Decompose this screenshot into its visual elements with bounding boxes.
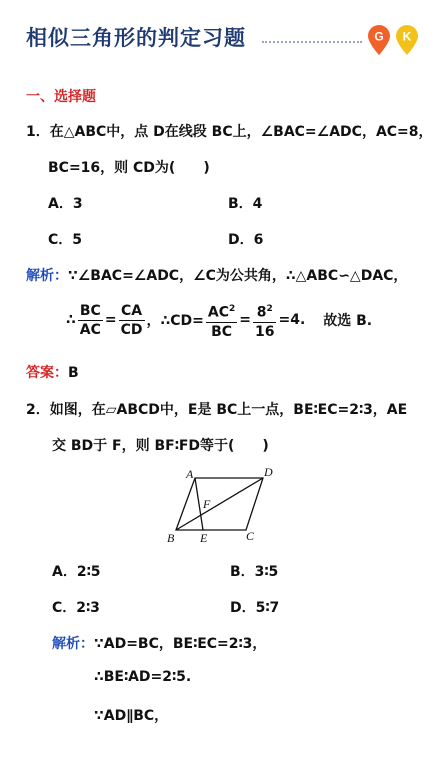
fraction-ca-cd-denominator: CD: [120, 321, 143, 338]
fraction-ca-cd: [119, 302, 145, 339]
badge-k-icon: [394, 24, 420, 56]
fraction-82-16: [253, 300, 276, 341]
q1-answer-label: 答案：: [26, 365, 68, 381]
q2-line2: 交 BD于 F，则 BF∶FD等于( ): [52, 438, 269, 454]
page-title: 相似三角形的判定习题: [26, 26, 246, 50]
q1-answer-value: B: [68, 365, 79, 381]
vertex-label-c: C: [246, 529, 255, 543]
q1-analysis-text: ∵∠BAC=∠ADC，∠C为公共角，∴△ABC∽△DAC，: [68, 268, 408, 284]
q1-option-d: D．6: [228, 232, 264, 248]
q2-option-c: C．2∶3: [52, 600, 100, 616]
fraction-ac2-base: AC: [207, 304, 229, 321]
badge-g-icon: [366, 24, 392, 56]
vertex-label-d: D: [264, 465, 273, 479]
point-label-f: F: [203, 497, 211, 511]
fraction-ac2-bc-numerator: [206, 300, 237, 323]
formula-equals-2: =: [239, 312, 251, 329]
section-heading: 一、选择题: [26, 89, 96, 105]
fraction-ac2-bc: [206, 300, 237, 341]
fraction-bc-ac-denominator: AC: [79, 321, 101, 338]
vertex-label-b: B: [167, 531, 175, 545]
diagonal-bd: [176, 478, 263, 530]
q2-option-d: D．5∶7: [230, 600, 280, 616]
q1-line2: BC=16，则 CD为( ): [48, 160, 210, 176]
segment-ae: [195, 478, 203, 530]
q2-option-a: A．2∶5: [52, 564, 101, 580]
q2-step2: ∵AD∥BC，: [94, 708, 169, 724]
fraction-ca-cd-numerator: CA: [119, 302, 145, 321]
fraction-82-16-denominator: 16: [254, 323, 275, 340]
q1-line1: 1．在△ABC中，点 D在线段 BC上，∠BAC=∠ADC，AC=8，: [26, 124, 433, 140]
badge-k-letter: K: [402, 29, 412, 44]
q2-option-b: B．3∶5: [230, 564, 279, 580]
q2-line1: 2．如图，在▱ABCD中，E是 BC上一点，BE∶EC=2∶3，AE: [26, 402, 408, 418]
vertex-label-a: A: [186, 467, 194, 481]
q1-analysis-label: 解析：: [26, 268, 68, 284]
q1-option-a: A．3: [48, 196, 83, 212]
q1-answer: [26, 362, 79, 382]
badge-g-letter: G: [374, 29, 384, 44]
fraction-ac2-exponent: 2: [228, 304, 236, 314]
q2-analysis: [52, 633, 266, 653]
q2-step1: ∴BE∶AD=2∶5.: [94, 669, 192, 685]
parallelogram-figure: [158, 462, 288, 548]
fraction-bc-ac-numerator: BC: [78, 302, 103, 321]
q2-analysis-label: 解析：: [52, 636, 94, 652]
formula-conclusion: 故选 B.: [323, 313, 373, 330]
q1-analysis: [26, 265, 407, 285]
q2-analysis-text: ∵AD=BC，BE∶EC=2∶3，: [94, 636, 267, 652]
q1-option-c: C．5: [48, 232, 83, 248]
fraction-82-base: 8: [256, 304, 267, 321]
formula-cd-equals: ，∴CD=: [146, 313, 204, 330]
point-label-e: E: [200, 531, 208, 545]
fraction-82-16-numerator: [253, 300, 276, 323]
title-divider: [262, 41, 362, 43]
formula-equals-1: =: [104, 312, 117, 329]
fraction-bc-ac: [78, 302, 103, 339]
q1-option-b: B．4: [228, 196, 263, 212]
formula-therefore: ∴: [66, 312, 76, 329]
formula-result: =4.: [278, 312, 306, 329]
fraction-82-exponent: 2: [266, 304, 273, 314]
q1-formula: [66, 300, 372, 341]
fraction-ac2-bc-denominator: BC: [211, 323, 233, 340]
